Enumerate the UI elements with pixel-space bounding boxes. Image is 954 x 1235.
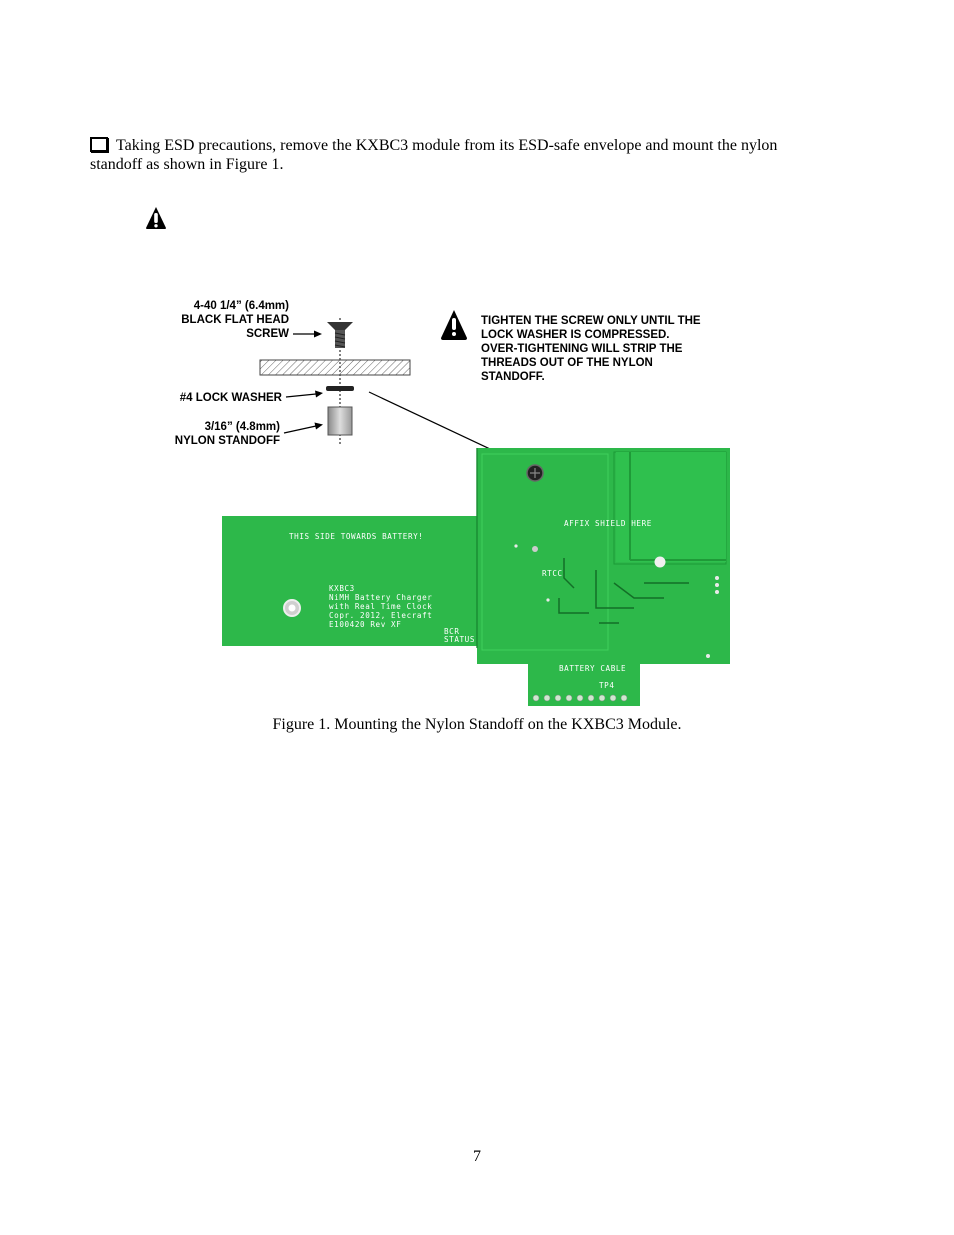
step-text: Taking ESD precautions, remove the KXBC3 module from its ESD-safe envelope and mount the nylon standoff as shown in Figure 1. (90, 137, 778, 173)
warning-line-3: OVER-TIGHTENING WILL STRIP THE (481, 343, 683, 355)
label-lock-washer: #4 LOCK WASHER (179, 392, 282, 404)
silk-rtcc: RTCC (542, 569, 563, 578)
warning-line-5: STANDOFF. (481, 371, 545, 383)
label-screw-line3: SCREW (246, 328, 289, 340)
silk-info-line-3: with Real Time Clock (329, 602, 433, 611)
silk-status: STATUS (444, 635, 476, 644)
label-screw-line2: BLACK FLAT HEAD (181, 314, 289, 326)
warning-line-4: THREADS OUT OF THE NYLON (481, 357, 653, 369)
silk-affix-shield: AFFIX SHIELD HERE (564, 519, 652, 528)
silk-battery-cable: BATTERY CABLE (559, 664, 627, 673)
silk-battery-side: THIS SIDE TOWARDS BATTERY! (289, 532, 424, 541)
warning-line-1: TIGHTEN THE SCREW ONLY UNTIL THE (481, 315, 701, 327)
figure-mounting-diagram (164, 288, 736, 708)
silk-bcr: BCR (444, 627, 460, 636)
warning-line-2: LOCK WASHER IS COMPRESSED. (481, 329, 670, 341)
step-checkbox[interactable] (90, 137, 108, 152)
label-standoff-line2: NYLON STANDOFF (174, 435, 280, 447)
warning-icon (145, 206, 167, 230)
silk-info-line-1: KXBC3 (329, 584, 355, 593)
figure-caption: Figure 1. Mounting the Nylon Standoff on the KXBC3 Module. (272, 716, 682, 733)
instruction-step (90, 136, 810, 174)
page-number: 7 (473, 1148, 481, 1165)
silk-info-line-2: NiMH Battery Charger (329, 593, 433, 602)
label-screw-line1: 4-40 1/4” (6.4mm) (193, 300, 289, 312)
silk-info-line-5: E100420 Rev XF (329, 620, 402, 629)
label-pointer-arrows (284, 331, 323, 434)
silk-tp4: TP4 (599, 681, 615, 690)
silk-info-line-4: Copr. 2012, Elecraft (329, 611, 433, 620)
label-standoff-line1: 3/16” (4.8mm) (204, 421, 280, 433)
figure-warning-icon (441, 310, 467, 340)
kxbc3-pcb (222, 448, 730, 706)
